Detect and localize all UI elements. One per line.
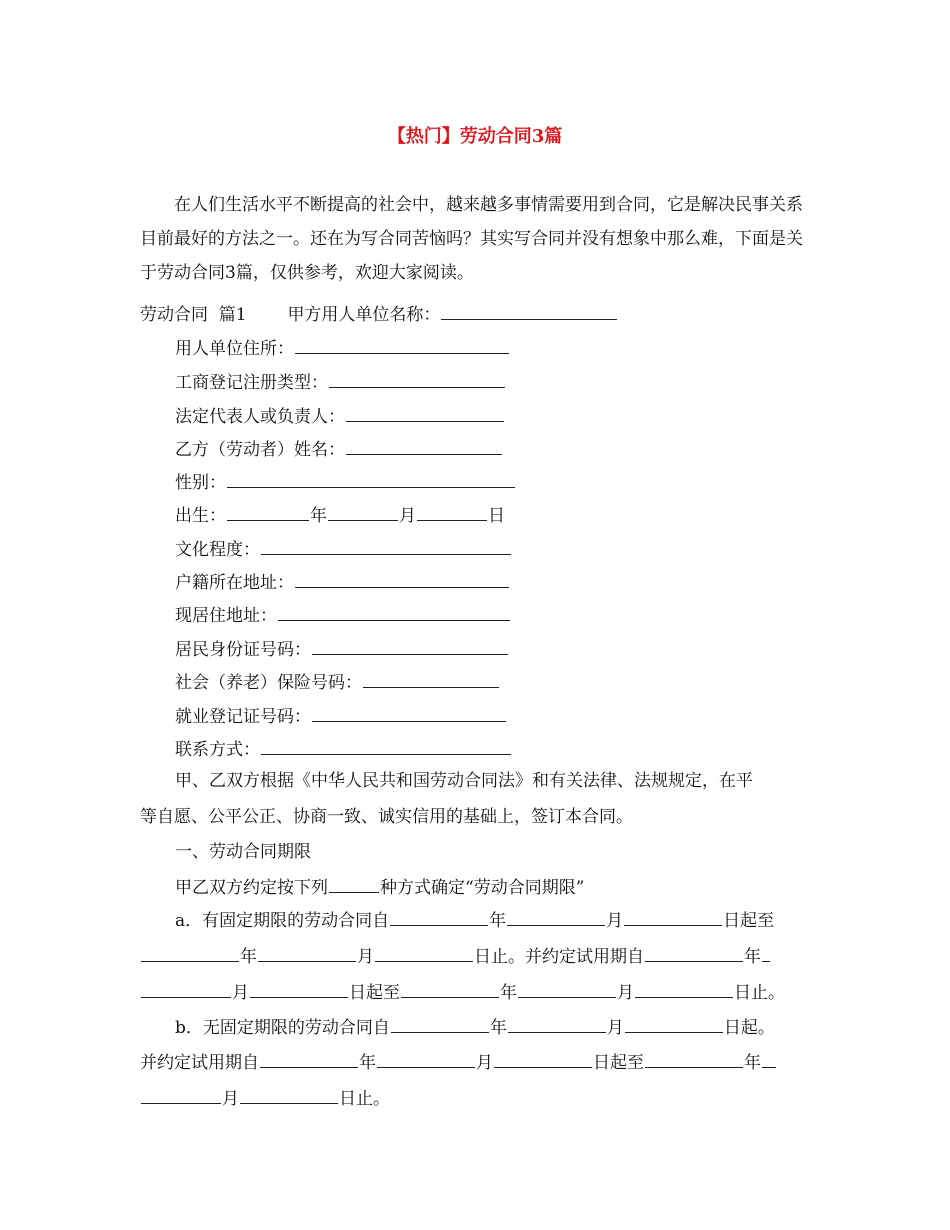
field-residence-label: 现居住地址： <box>175 606 277 626</box>
a-trial-year-label: 年 <box>744 947 761 967</box>
a-end-month-blank[interactable] <box>258 943 356 962</box>
a-end-month-label: 月 <box>357 947 374 967</box>
birth-year-blank[interactable] <box>227 502 309 521</box>
a-start-year-blank[interactable] <box>390 907 488 926</box>
document-title: 【热门】劳动合同3篇 <box>387 126 563 147</box>
field-gender-label: 性别： <box>175 473 226 493</box>
a-trial-to-label: 日起至 <box>349 983 400 1003</box>
field-education-blank[interactable] <box>261 536 511 555</box>
clause1-intro-a: 甲乙双方约定按下列 <box>175 878 328 898</box>
a-end-year-label: 年 <box>240 947 257 967</box>
b-trial-end-month-blank-start[interactable] <box>762 1049 776 1068</box>
clause-a-line-2 <box>140 943 771 969</box>
field-contact <box>175 736 512 762</box>
b-trial-year-label: 年 <box>359 1053 376 1073</box>
a-trial-end-year-blank[interactable] <box>401 979 499 998</box>
section-head-line <box>140 301 618 327</box>
b-trial-end-day-blank[interactable] <box>240 1085 338 1104</box>
party-a-name-label: 甲方用人单位名称： <box>287 305 441 325</box>
birth-day-label: 日 <box>488 506 505 526</box>
a-trial-year-blank[interactable] <box>645 943 743 962</box>
b-trial-day-blank[interactable] <box>494 1049 592 1068</box>
b-start-year-blank[interactable] <box>391 1014 489 1033</box>
field-address <box>175 335 510 361</box>
birth-day-blank[interactable] <box>417 502 487 521</box>
a-trial-month-label: 月 <box>232 983 249 1003</box>
a-trial-end-month-label: 月 <box>617 983 634 1003</box>
b-start-month-blank[interactable] <box>508 1014 606 1033</box>
field-id-no <box>175 636 509 662</box>
clause1-choice-blank[interactable] <box>329 874 379 893</box>
field-household <box>175 569 510 595</box>
field-insurance-no <box>175 669 500 695</box>
field-legal-rep-label: 法定代表人或负责人： <box>175 407 345 427</box>
field-education-label: 文化程度： <box>175 540 260 560</box>
section-head: 劳动合同 篇1 <box>140 305 247 325</box>
b-trial-end-year-blank[interactable] <box>645 1049 743 1068</box>
a-end-year-blank[interactable] <box>141 943 239 962</box>
field-contact-blank[interactable] <box>261 736 511 755</box>
b-trial-to-label: 日起至 <box>593 1053 644 1073</box>
a-end-day-blank[interactable] <box>375 943 473 962</box>
b-start-label: 日起。 <box>723 1018 775 1038</box>
a-start-to-label: 日起至 <box>723 911 775 931</box>
b-trial-end-label: 日止。 <box>339 1089 390 1109</box>
b-start-year-label: 年 <box>489 1018 507 1038</box>
clause-a-prefix: a．有固定期限的劳动合同自 <box>175 911 390 931</box>
b-trial-month-label: 月 <box>476 1053 493 1073</box>
birth-month-label: 月 <box>399 506 416 526</box>
field-party-b-name-blank[interactable] <box>346 436 502 455</box>
field-id-no-blank[interactable] <box>312 636 508 655</box>
a-trial-month-blank-start[interactable] <box>762 943 770 962</box>
field-address-blank[interactable] <box>295 335 509 354</box>
field-birth <box>175 502 505 528</box>
a-start-month-label: 月 <box>606 911 624 931</box>
field-insurance-no-blank[interactable] <box>363 669 499 688</box>
a-start-month-blank[interactable] <box>507 907 605 926</box>
clause-a-line-1 <box>175 907 774 933</box>
a-trial-day-blank[interactable] <box>250 979 348 998</box>
field-household-label: 户籍所在地址： <box>175 573 294 593</box>
birth-year-label: 年 <box>310 506 327 526</box>
field-education <box>175 536 512 562</box>
basis-line-2: 等自愿、公平公正、协商一致、诚实信用的基础上，签订本合同。 <box>140 807 633 827</box>
clause1-intro <box>175 874 584 900</box>
a-start-year-label: 年 <box>489 911 507 931</box>
field-address-label: 用人单位住所： <box>175 339 294 359</box>
b-trial-month-blank[interactable] <box>377 1049 475 1068</box>
b-start-day-blank[interactable] <box>625 1014 723 1033</box>
field-birth-label: 出生： <box>175 506 226 526</box>
field-reg-type-label: 工商登记注册类型： <box>175 373 328 393</box>
b-trial-end-month-blank[interactable] <box>141 1085 221 1104</box>
birth-month-blank[interactable] <box>328 502 398 521</box>
field-employment-no <box>175 703 507 729</box>
clause-b-prefix: b．无固定期限的劳动合同自 <box>175 1018 390 1038</box>
field-reg-type <box>175 369 506 395</box>
field-gender-blank[interactable] <box>227 469 515 488</box>
field-reg-type-blank[interactable] <box>329 369 505 388</box>
clause-b-line-3 <box>140 1085 390 1111</box>
field-residence-blank[interactable] <box>278 602 510 621</box>
field-insurance-no-label: 社会（养老）保险号码： <box>175 673 362 693</box>
field-contact-label: 联系方式： <box>175 740 260 760</box>
clause-a-line-3 <box>140 979 785 1005</box>
field-legal-rep <box>175 403 505 429</box>
a-trial-end-year-label: 年 <box>500 983 517 1003</box>
a-trial-month-blank[interactable] <box>141 979 231 998</box>
a-end-trial-label: 日止。并约定试用期自 <box>474 947 644 967</box>
b-trial-from-label: 并约定试用期自 <box>140 1053 259 1073</box>
field-employment-no-blank[interactable] <box>312 703 506 722</box>
clause-b-line-2 <box>140 1049 777 1075</box>
field-employment-no-label: 就业登记证号码： <box>175 707 311 727</box>
field-gender <box>175 469 516 495</box>
a-trial-end-label: 日止。 <box>734 983 785 1003</box>
party-a-name-blank[interactable] <box>441 301 617 320</box>
a-start-day-blank[interactable] <box>624 907 722 926</box>
clause1-intro-b: 种方式确定“劳动合同期限” <box>380 878 585 898</box>
field-household-blank[interactable] <box>295 569 509 588</box>
field-legal-rep-blank[interactable] <box>346 403 504 422</box>
field-party-b-name <box>175 436 503 462</box>
b-start-month-label: 月 <box>606 1018 624 1038</box>
clause-b-line-1 <box>175 1014 775 1040</box>
field-id-no-label: 居民身份证号码： <box>175 640 311 660</box>
a-trial-end-day-blank[interactable] <box>635 979 733 998</box>
field-residence <box>175 602 511 628</box>
b-trial-end-month-label: 月 <box>222 1089 239 1109</box>
b-trial-year-blank[interactable] <box>260 1049 358 1068</box>
field-party-b-name-label: 乙方（劳动者）姓名： <box>175 440 345 460</box>
intro-paragraph: 在人们生活水平不断提高的社会中，越来越多事情需要用到合同，它是解决民事关系目前最好的方法之一。还在为写合同苦恼吗？其实写合同并没有想象中那么难，下面是关于劳动合同3篇，仅供参考，欢迎大家阅读。 <box>140 195 803 283</box>
b-trial-end-year-label: 年 <box>744 1053 761 1073</box>
basis-line-1: 甲、乙双方根据《中华人民共和国劳动合同法》和有关法律、法规规定，在平 <box>175 771 753 791</box>
clause1-title: 一、劳动合同期限 <box>175 842 311 862</box>
a-trial-end-month-blank[interactable] <box>518 979 616 998</box>
